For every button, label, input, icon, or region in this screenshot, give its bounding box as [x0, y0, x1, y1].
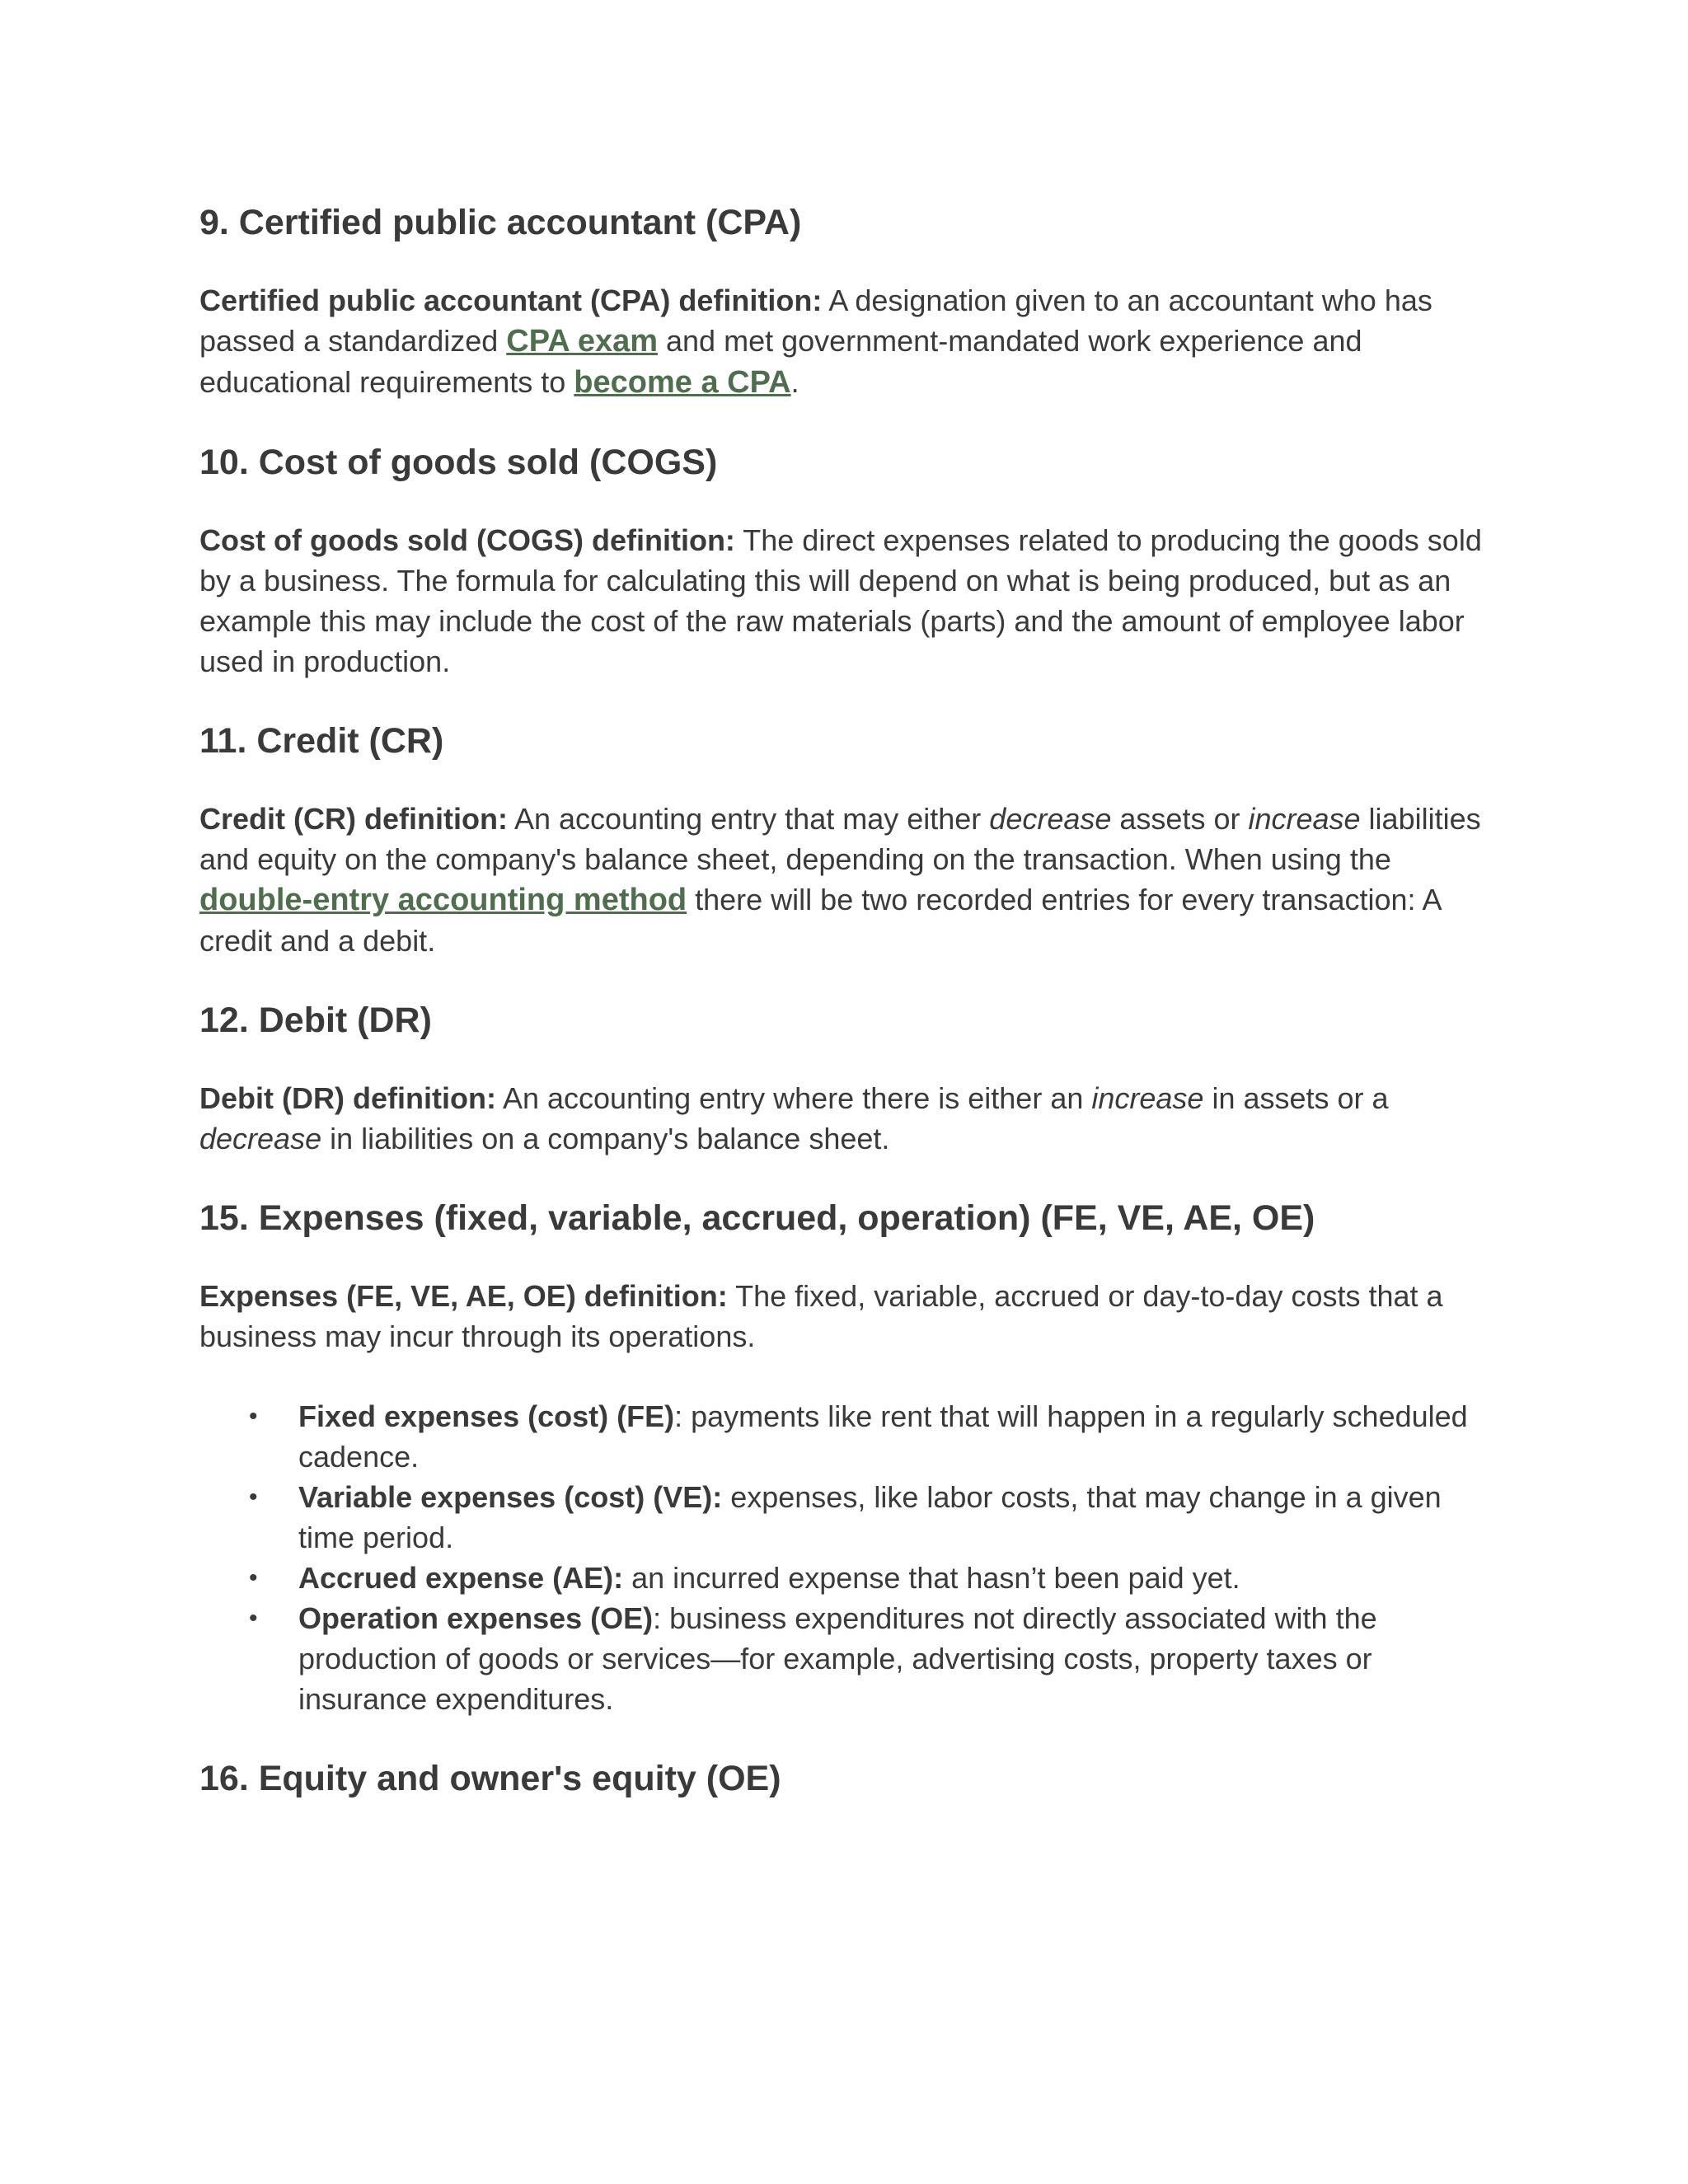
term-label: Debit (DR) definition:: [199, 1081, 496, 1115]
definition-expenses: [199, 1276, 1502, 1357]
definition-text: there will be two recorded entries for every transaction: A credit and a debit.: [199, 883, 1441, 958]
document-page: [199, 198, 1502, 1802]
definition-text: An accounting entry that may either: [507, 802, 990, 836]
emphasis-text: increase: [1248, 802, 1361, 836]
emphasis-text: increase: [1091, 1081, 1204, 1115]
list-item: [199, 1558, 1502, 1598]
expenses-bullet-list: [199, 1396, 1502, 1719]
bullet-icon: •: [249, 1605, 258, 1632]
bullet-icon: •: [249, 1564, 258, 1591]
definition-cpa: [199, 280, 1502, 403]
definition-text: A designation given to an accountant who has passed a standardized: [199, 284, 1432, 358]
section-heading-cpa: 9. Certified public accountant (CPA): [199, 203, 802, 242]
list-item: [199, 1598, 1502, 1719]
bullet-term: Variable expenses (cost) (VE):: [298, 1480, 723, 1514]
definition-text: in assets or a: [1203, 1081, 1389, 1115]
bullet-term: Fixed expenses (cost) (FE): [298, 1399, 675, 1433]
definition-text: An accounting entry where there is either an: [495, 1081, 1092, 1115]
definition-text: liabilities and equity on the company's balance sheet, depending on the transaction. When using the: [199, 802, 1481, 876]
definition-text: The fixed, variable, accrued or day-to-day costs that a business may incur through its operations.: [199, 1279, 1443, 1353]
cpa-exam-link[interactable]: CPA exam: [506, 324, 659, 359]
section-heading-credit: 11. Credit (CR): [199, 721, 444, 761]
bullet-text: : payments like rent that will happen in a regularly scheduled cadence.: [298, 1399, 1468, 1474]
bullet-term: Operation expenses (OE): [298, 1601, 654, 1635]
definition-debit: [199, 1078, 1502, 1159]
list-item: [199, 1477, 1502, 1558]
bullet-text: expenses, like labor costs, that may change in a given time period.: [298, 1480, 1442, 1554]
definition-text: and met government-mandated work experience and educational requirements to: [199, 324, 1362, 399]
definition-text: assets or: [1111, 802, 1249, 836]
emphasis-text: decrease: [199, 1122, 322, 1155]
section-heading-cogs: 10. Cost of goods sold (COGS): [199, 443, 718, 482]
term-label: Certified public accountant (CPA) definition:: [199, 284, 823, 317]
definition-credit: [199, 799, 1502, 961]
definition-text: .: [790, 365, 799, 399]
bullet-term: Accrued expense (AE):: [298, 1561, 624, 1595]
definition-cogs: [199, 520, 1502, 682]
section-heading-expenses: 15. Expenses (fixed, variable, accrued, operation) (FE, VE, AE, OE): [199, 1198, 1315, 1238]
section-heading-debit: 12. Debit (DR): [199, 1001, 432, 1040]
definition-text: in liabilities on a company's balance sheet.: [321, 1122, 890, 1155]
become-a-cpa-link[interactable]: become a CPA: [574, 365, 791, 400]
list-item: [199, 1396, 1502, 1477]
term-label: Credit (CR) definition:: [199, 802, 508, 836]
bullet-text: an incurred expense that hasn’t been paid yet.: [623, 1561, 1240, 1595]
term-label: Cost of goods sold (COGS) definition:: [199, 523, 735, 557]
bullet-icon: •: [249, 1483, 258, 1511]
section-heading-equity: 16. Equity and owner's equity (OE): [199, 1759, 781, 1798]
term-label: Expenses (FE, VE, AE, OE) definition:: [199, 1279, 728, 1313]
double-entry-accounting-link[interactable]: double-entry accounting method: [199, 883, 687, 917]
emphasis-text: decrease: [989, 802, 1112, 836]
bullet-text: : business expenditures not directly associated with the production of goods or services—for example, advertising costs, property taxes or insurance expenditures.: [298, 1601, 1377, 1716]
definition-text: The direct expenses related to producing the goods sold by a business. The formula for calculating this will depend on what is being produced, but as an example this may include the cost of the raw materials (parts) and the amount of employee labor used in production.: [199, 523, 1482, 678]
bullet-icon: •: [249, 1403, 258, 1430]
